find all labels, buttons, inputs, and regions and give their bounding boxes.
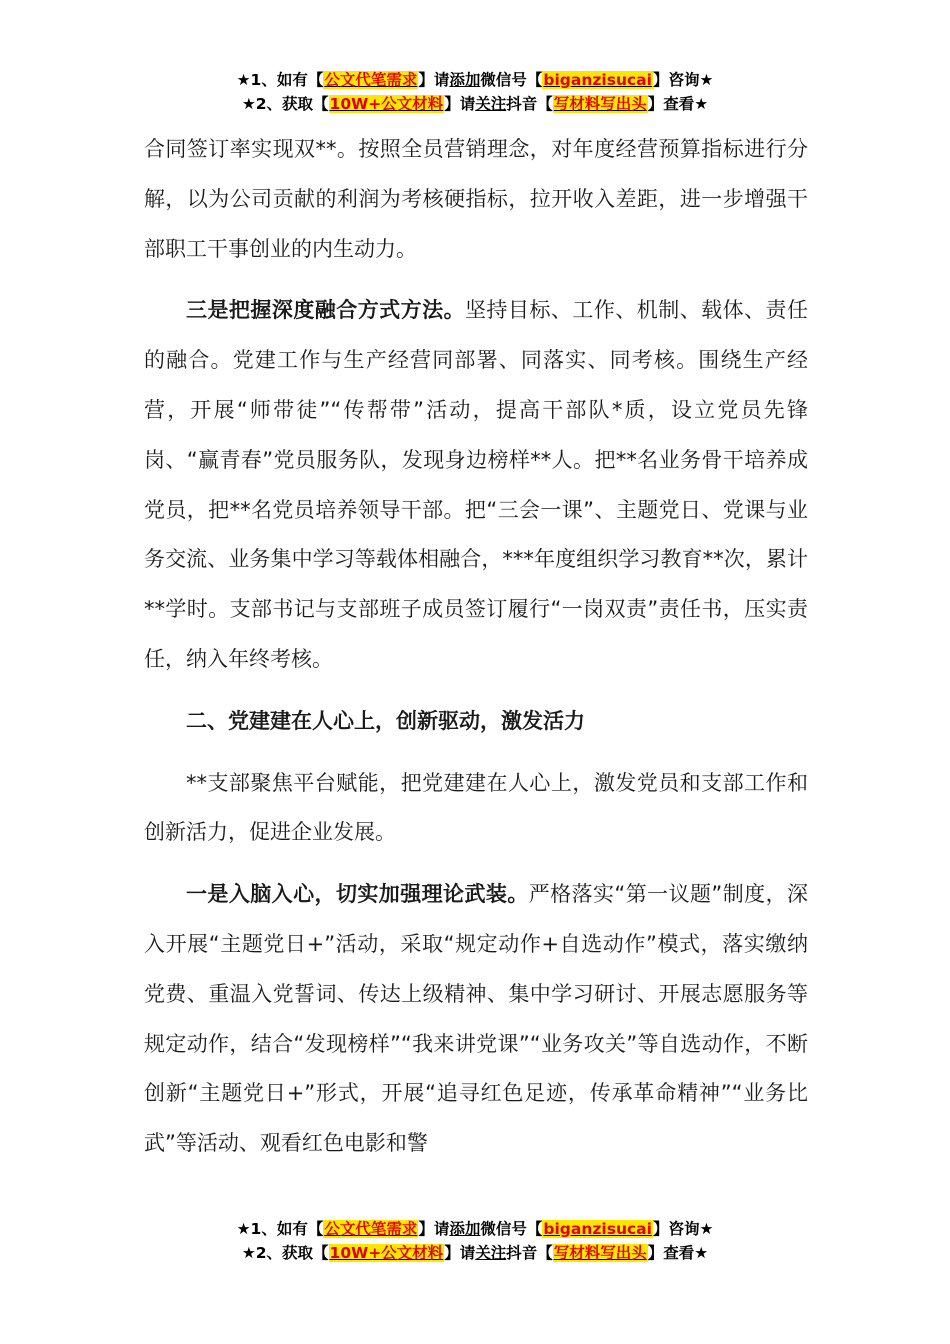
banner-text: 抖音【 — [506, 95, 553, 113]
banner-underlined-text: 添加 — [449, 71, 481, 89]
paragraph-text: 严格落实“第一议题”制度，深入开展“主题党日+”活动，采取“规定动作+自选动作”模式，落实缴纳党费、重温入党誓词、传达上级精神、集中学习研讨、开展志愿服务等规定动作，结合“发现榜样”“我来讲党课”“业务攻关”等自选动作，不断创新“主题党日+”形式，开展“追寻红色足迹，传承革命精神”“业务比武”等活动、观看红色电影和警 — [144, 882, 808, 1156]
banner-highlight-douyin: 写材料写出头 — [553, 95, 647, 113]
banner-text: 】请 — [418, 1220, 450, 1238]
header-banner — [0, 68, 950, 116]
banner-text: 】咨询★ — [652, 1220, 714, 1238]
banner-text: ★1、如有【 — [236, 1220, 324, 1238]
banner-underlined-text: 添加 — [449, 1220, 481, 1238]
banner-text: 】查看★ — [647, 1244, 709, 1262]
banner-text: 】请 — [444, 95, 476, 113]
footer-banner — [0, 1217, 950, 1265]
banner-underlined-text: 关注 — [475, 95, 507, 113]
paragraph-deep-integration — [144, 286, 808, 684]
banner-text: 微信号【 — [480, 71, 543, 89]
paragraph-text: 坚持目标、工作、机制、载体、责任的融合。党建工作与生产经营同部署、同落实、同考核。围绕生产经营，开展“师带徒”“传帮带”活动，提高干部队*质，设立党员先锋岗、“赢青春”党员服务队，发现身边榜样**人。把**名业务骨干培养成党员，把**名党员培养领导干部。把“三会一课”、主题党日、党课与业务交流、业务集中学习等载体相融合，***年度组织学习教育**次，累计**学时。支部书记与支部班子成员签订履行“一岗双责”责任书，压实责任，纳入年终考核。 — [144, 298, 809, 671]
banner-highlight-wechat-id: biganzisucai — [543, 1220, 652, 1238]
banner-underlined-text: 关注 — [475, 1244, 507, 1262]
banner-highlight-materials: 10W+公文材料 — [329, 95, 444, 113]
banner-text: ★2、获取【 — [241, 1244, 329, 1262]
paragraph-section-intro: **支部聚焦平台赋能，把党建建在人心上，激发党员和支部工作和创新活力，促进企业发展。 — [144, 770, 808, 845]
banner-line-1 — [0, 68, 950, 92]
banner-text: ★1、如有【 — [236, 71, 324, 89]
banner-text: 抖音【 — [506, 1244, 553, 1262]
banner-highlight-service: 公文代笔需求 — [324, 71, 418, 89]
banner-text: 】请 — [444, 1244, 476, 1262]
paragraph-lead: 一是入脑入心，切实加强理论武装。 — [186, 882, 529, 907]
banner-line-2 — [0, 92, 950, 116]
banner-text: 微信号【 — [480, 1220, 543, 1238]
banner-text: 】咨询★ — [652, 71, 714, 89]
banner-line-2 — [0, 1241, 950, 1265]
section-heading: 二、党建建在人心上，创新驱动，激发活力 — [186, 708, 585, 733]
paragraph-theory — [144, 870, 808, 1169]
banner-text: ★2、获取【 — [241, 95, 329, 113]
paragraph-continuation: 合同签订率实现双**。按照全员营销理念，对年度经营预算指标进行分解，以为公司贡献的利润为考核硬指标，拉开收入差距，进一步增强干部职工干事创业的内生动力。 — [144, 137, 808, 261]
banner-highlight-materials: 10W+公文材料 — [329, 1244, 444, 1262]
banner-highlight-service: 公文代笔需求 — [324, 1220, 418, 1238]
paragraph-lead: 三是把握深度融合方式方法。 — [186, 298, 466, 323]
banner-highlight-wechat-id: biganzisucai — [543, 71, 652, 89]
banner-line-1 — [0, 1217, 950, 1241]
banner-text: 】请 — [418, 71, 450, 89]
banner-text: 】查看★ — [647, 95, 709, 113]
banner-highlight-douyin: 写材料写出头 — [553, 1244, 647, 1262]
document-body — [144, 125, 808, 1181]
